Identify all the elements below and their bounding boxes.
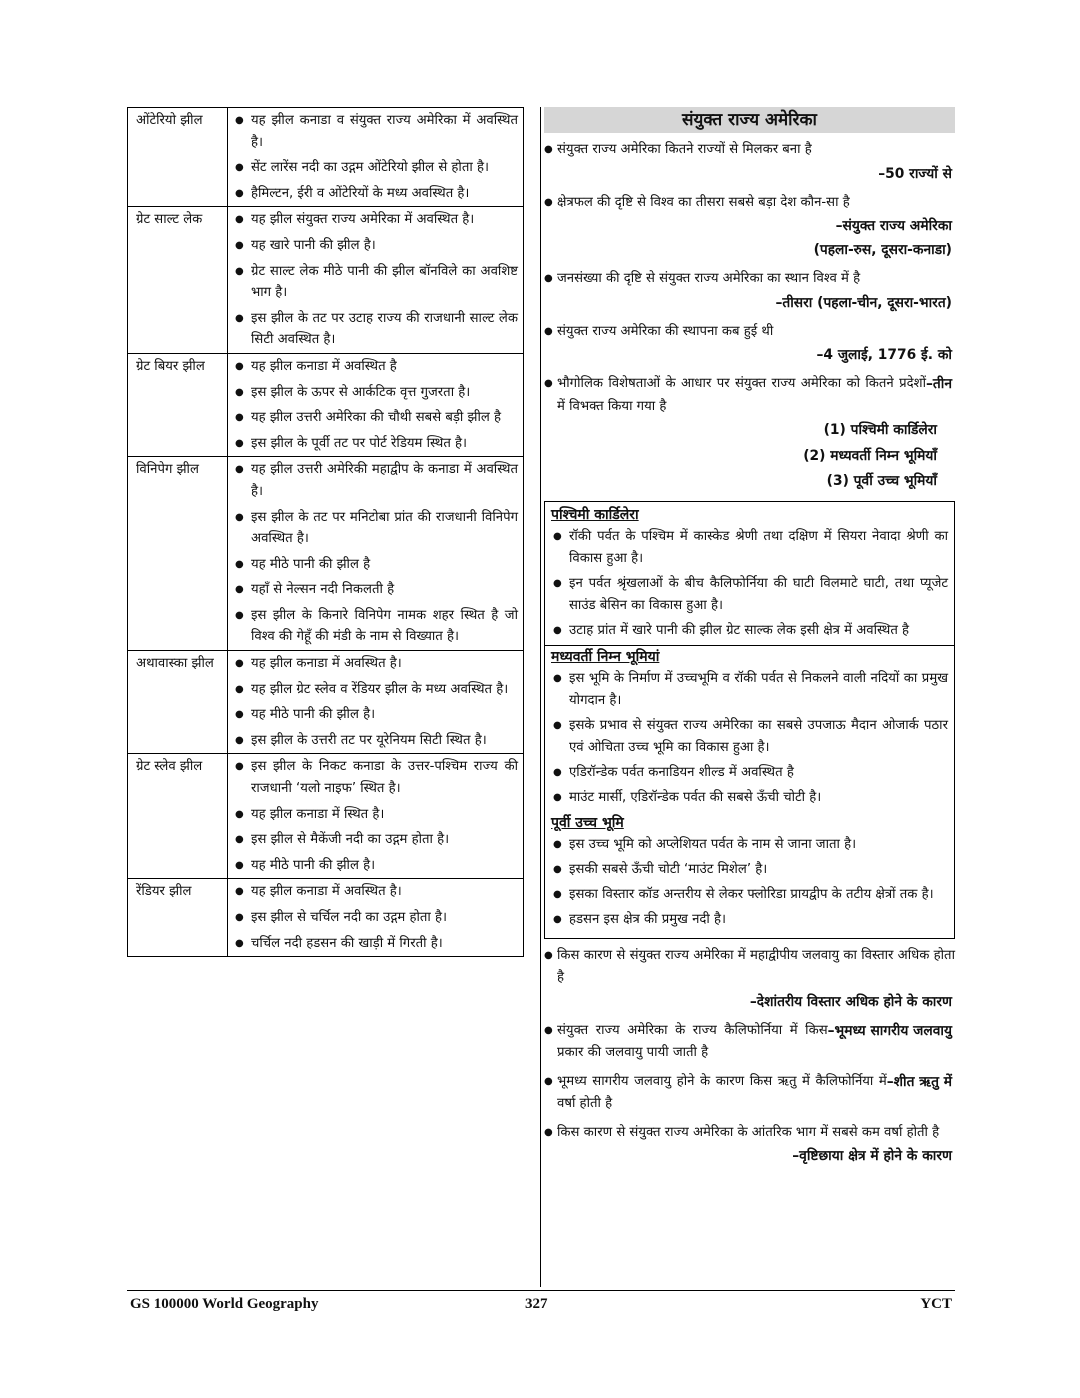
- list-item: ● यह मीठे पानी की झील है।: [234, 855, 518, 877]
- question: ● –शीत ऋतु में भूमध्य सागरीय जलवायु होने के कारण किस ऋतु में कैलिफोर्निया में वर्षा होती है: [544, 1071, 955, 1116]
- list-item: ● यह झील संयुक्त राज्य अमेरिका में अवस्थित है।: [234, 209, 518, 231]
- qa-founding: [544, 321, 955, 368]
- qa-area: [544, 192, 955, 263]
- qa-climate-4: [544, 1122, 955, 1169]
- table-row: [128, 879, 524, 957]
- list-item: ● यह झील कनाडा में अवस्थित है।: [234, 881, 518, 903]
- list-item: ● यह मीठे पानी की झील है।: [234, 704, 518, 726]
- list-item: ● इस झील से चर्चिल नदी का उद्गम होता है।: [234, 907, 518, 929]
- page-footer: [127, 1290, 955, 1312]
- column-divider: [540, 107, 541, 1287]
- question: ● क्षेत्रफल की दृष्टि से विश्व का तीसरा सबसे बड़ा देश कौन-सा है: [544, 192, 955, 215]
- lakes-column: [127, 107, 524, 1282]
- list-item: ● इसकी सबसे ऊँची चोटी ‘माउंट मिशेल’ है।: [551, 859, 948, 881]
- answer: –वृष्टिछाया क्षेत्र में होने के कारण: [792, 1148, 952, 1164]
- list-item: ● उटाह प्रांत में खारे पानी की झील ग्रेट साल्क लेक इसी क्षेत्र में अवस्थित है: [551, 620, 948, 642]
- region-item: (2) मध्यवर्ती निम्न भूमियाँ: [803, 447, 937, 464]
- question: ● –भूमध्य सागरीय जलवायु संयुक्त राज्य अमेरिका के राज्य कैलिफोर्निया में किस प्रकार की जलवायु पायी जाती है: [544, 1020, 955, 1065]
- list-item: ● रॉकी पर्वत के पश्चिम में कास्केड श्रेणी तथा दक्षिण में सियरा नेवादा श्रेणी का विकास हुआ है।: [551, 526, 948, 570]
- list-item: ● माउंट मार्सी, एडिरॉन्डेक पर्वत की सबसे ऊँची चोटी है।: [551, 787, 948, 809]
- lake-facts: [228, 651, 524, 754]
- qa-climate-2: [544, 1020, 955, 1065]
- region-item: (1) पश्चिमी कार्डिलेरा: [823, 422, 937, 438]
- lakes-table: [127, 107, 524, 957]
- list-item: ● सेंट लारेंस नदी का उद्गम ओंटेरियो झील से होता है।: [234, 157, 518, 179]
- qa-population: [544, 268, 955, 315]
- list-item: ● इस झील के तट पर उटाह राज्य की राजधानी साल्ट लेक सिटी अवस्थित है।: [234, 308, 518, 351]
- list-item: ● इस झील के पूर्वी तट पर पोर्ट रेडियम स्थित है।: [234, 433, 518, 455]
- list-item: ● यह झील कनाडा में अवस्थित है: [234, 356, 518, 378]
- list-item: ● यह खारे पानी की झील है।: [234, 235, 518, 257]
- usa-column: [544, 107, 955, 1174]
- region-item: (3) पूर्वी उच्च भूमियाँ: [826, 473, 937, 489]
- lake-name: ग्रेट बियर झील: [128, 353, 228, 456]
- question: ● संयुक्त राज्य अमेरिका कितने राज्यों से मिलकर बना है: [544, 139, 955, 162]
- section-heading: संयुक्त राज्य अमेरिका: [544, 107, 955, 133]
- list-item: ● चर्चिल नदी हडसन की खाड़ी में गिरती है।: [234, 933, 518, 955]
- table-row: [128, 754, 524, 879]
- table-row: [128, 108, 524, 207]
- lake-name: ग्रेट स्लेव झील: [128, 754, 228, 879]
- answer: –देशांतरीय विस्तार अधिक होने के कारण: [749, 993, 952, 1010]
- answer: ● –भूमध्य सागरीय जलवायु: [827, 1022, 952, 1039]
- answer: ● –शीत ऋतु में: [886, 1073, 952, 1090]
- lake-name: अथावास्का झील: [128, 651, 228, 754]
- lake-name: ओंटेरियो झील: [128, 108, 228, 207]
- lake-facts: [228, 457, 524, 651]
- regions-list: [544, 418, 955, 495]
- list-item: ● इस झील के किनारे विनिपेग नामक शहर स्थित है जो विश्व की गेहूँ की मंडी के नाम से विख्यात है।: [234, 605, 518, 648]
- page-number: 327: [525, 1296, 548, 1312]
- list-item: ● यह झील उत्तरी अमेरिका की चौथी सबसे बड़ी झील है: [234, 407, 518, 429]
- list-item: ● इसका विस्तार कॉड अन्तरीय से लेकर फ्लोरिडा प्रायद्वीप के तटीय क्षेत्रों तक है।: [551, 884, 948, 906]
- list-item: ● इस उच्च भूमि को अप्लेशियत पर्वत के नाम से जाना जाता है।: [551, 834, 948, 856]
- list-item: ● इस झील के ऊपर से आर्कटिक वृत्त गुजरता है।: [234, 382, 518, 404]
- answer: –4 जुलाई, 1776 ई. को: [816, 347, 952, 363]
- question: ● –तीन भौगोलिक विशेषताओं के आधार पर संयुक्त राज्य अमेरिका को कितने प्रदेशों में विभक्त किया गया है: [544, 373, 955, 418]
- question: ● किस कारण से संयुक्त राज्य अमेरिका में महाद्वीपीय जलवायु का विस्तार अधिक होता है: [544, 945, 955, 990]
- highlands-title: पूर्वी उच्च भूमि: [551, 814, 624, 831]
- table-row: [128, 651, 524, 754]
- lake-name: ग्रेट साल्ट लेक: [128, 207, 228, 354]
- list-item: ● ग्रेट साल्ट लेक मीठे पानी की झील बॉनविले का अवशिष्ट भाग है।: [234, 261, 518, 304]
- question: ● किस कारण से संयुक्त राज्य अमेरिका के आंतरिक भाग में सबसे कम वर्षा होती है: [544, 1122, 955, 1145]
- qa-regions: [544, 373, 955, 495]
- lake-name: रेंडियर झील: [128, 879, 228, 957]
- table-row: [128, 207, 524, 354]
- list-item: ● यह मीठे पानी की झील है: [234, 554, 518, 576]
- lake-facts: [228, 207, 524, 354]
- answer-note: (पहला-रुस, दूसरा-कनाडा): [813, 242, 952, 258]
- answer: –तीसरा (पहला-चीन, दूसरा-भारत): [775, 294, 952, 311]
- answer: ● –तीन: [926, 376, 952, 392]
- qa-states: [544, 139, 955, 186]
- footer-publisher: YCT: [920, 1296, 952, 1312]
- list-item: ● इस झील के उत्तरी तट पर यूरेनियम सिटी स्थित है।: [234, 730, 518, 752]
- list-item: ● यह झील उत्तरी अमेरिकी महाद्वीप के कनाडा में अवस्थित है।: [234, 459, 518, 502]
- cordillera-title: पश्चिमी कार्डिलेरा: [551, 506, 639, 523]
- list-item: ● यह झील ग्रेट स्लेव व रेंडियर झील के मध्य अवस्थित है।: [234, 679, 518, 701]
- list-item: ● यह झील कनाडा में अवस्थित है।: [234, 653, 518, 675]
- lake-facts: [228, 879, 524, 957]
- table-row: [128, 457, 524, 651]
- lake-facts: [228, 754, 524, 879]
- list-item: ● इन पर्वत श्रृंखलाओं के बीच कैलिफोर्निया की घाटी विलमाटे घाटी, तथा प्यूजेट साउंड बेसिन का विकास हुआ है।: [551, 573, 948, 617]
- list-item: ● हैमिल्टन, ईरी व ओंटेरियों के मध्य अवस्थित है।: [234, 183, 518, 205]
- list-item: ● यह झील कनाडा में स्थित है।: [234, 804, 518, 826]
- list-item: ● एडिरॉन्डेक पर्वत कनाडियन शील्ड में अवस्थित है: [551, 762, 948, 784]
- regions-box: [544, 501, 955, 939]
- question: ● जनसंख्या की दृष्टि से संयुक्त राज्य अमेरिका का स्थान विश्व में है: [544, 268, 955, 291]
- lake-name: विनिपेग झील: [128, 457, 228, 651]
- lowlands-title: मध्यवर्ती निम्न भूमियां: [551, 648, 660, 665]
- lake-facts: [228, 108, 524, 207]
- list-item: ● इसके प्रभाव से संयुक्त राज्य अमेरिका का सबसे उपजाऊ मैदान ओजार्क पठार एवं ओचिता उच्च भूमि का विकास हुआ है।: [551, 715, 948, 759]
- list-item: ● इस भूमि के निर्माण में उच्चभूमि व रॉकी पर्वत से निकलने वाली नदियों का प्रमुख योगदान है।: [551, 668, 948, 712]
- question: ● संयुक्त राज्य अमेरिका की स्थापना कब हुई थी: [544, 321, 955, 344]
- qa-climate-3: [544, 1071, 955, 1116]
- footer-book-title: GS 100000 World Geography: [130, 1296, 319, 1312]
- qa-climate-1: [544, 945, 955, 1014]
- table-row: [128, 353, 524, 456]
- lake-facts: [228, 353, 524, 456]
- answer: –50 राज्यों से: [878, 165, 952, 182]
- answer: –संयुक्त राज्य अमेरिका: [835, 218, 952, 234]
- list-item: ● इस झील के निकट कनाडा के उत्तर-पश्चिम राज्य की राजधानी ‘यलो नाइफ’ स्थित है।: [234, 756, 518, 799]
- list-item: ● यह झील कनाडा व संयुक्त राज्य अमेरिका में अवस्थित है।: [234, 110, 518, 153]
- page-content: [127, 107, 955, 1287]
- list-item: ● इस झील के तट पर मनिटोबा प्रांत की राजधानी विनिपेग अवस्थित है।: [234, 507, 518, 550]
- list-item: ● इस झील से मैकेंजी नदी का उद्गम होता है।: [234, 829, 518, 851]
- list-item: ● हडसन इस क्षेत्र की प्रमुख नदी है।: [551, 909, 948, 931]
- list-item: ● यहाँ से नेल्सन नदी निकलती है: [234, 579, 518, 601]
